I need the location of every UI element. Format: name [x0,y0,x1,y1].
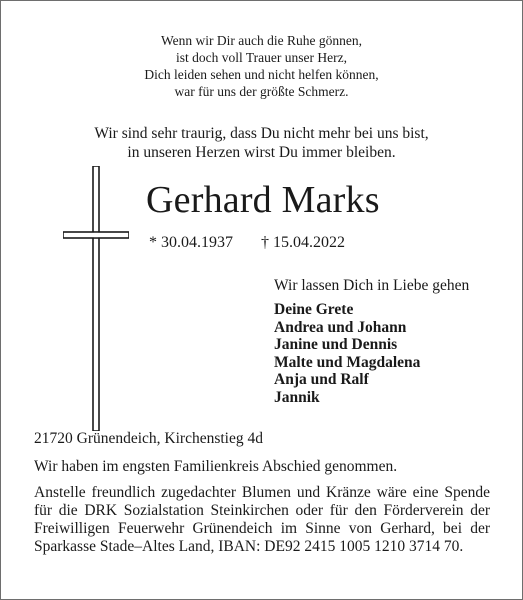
poem-line: war für uns der größte Schmerz. [174,84,349,99]
family-member: Malte und Magdalena [274,353,421,371]
life-dates [149,233,345,253]
quote-line: in unseren Herzen wirst Du immer bleiben. [127,144,396,161]
family-member: Anja und Ralf [274,371,369,388]
death-date: † 15.04.2022 [261,234,345,251]
donation-request: Anstelle freundlich zugedachter Blumen und Kränze wäre eine Spende für die DRK Sozialstation Steinkirchen oder für den Förderverein der Freiwilligen Feuerwehr Grünendeich im Sinne von Gerhard, bei der Sparkasse Stade–Altes Land, IBAN: DE92 2415 1005 1210 3714 70. [34,484,490,555]
cross-icon [63,166,129,431]
family-list [274,301,420,406]
family-member: Andrea und Johann [274,318,407,336]
quote-line: Wir sind sehr traurig, dass Du nicht mehr bei uns bist, [94,125,429,142]
mourning-address: 21720 Grünendeich, Kirchenstieg 4d [34,430,263,447]
poem-verse [1,32,522,100]
poem-line: Dich leiden sehen und nicht helfen können, [144,67,379,82]
mourning-quote [1,124,522,162]
family-member: Janine und Dennis [274,336,398,353]
birth-date: * 30.04.1937 [149,234,233,251]
funeral-notice: Wir haben im engsten Familienkreis Abschied genommen. [34,458,398,475]
family-member: Jannik [274,388,320,406]
deceased-name: Gerhard Marks [146,179,380,221]
poem-line: ist doch voll Trauer unser Herz, [176,50,347,65]
poem-line: Wenn wir Dir auch die Ruhe gönnen, [161,33,362,48]
farewell-line: Wir lassen Dich in Liebe gehen [274,277,470,294]
family-member: Deine Grete [274,301,354,318]
